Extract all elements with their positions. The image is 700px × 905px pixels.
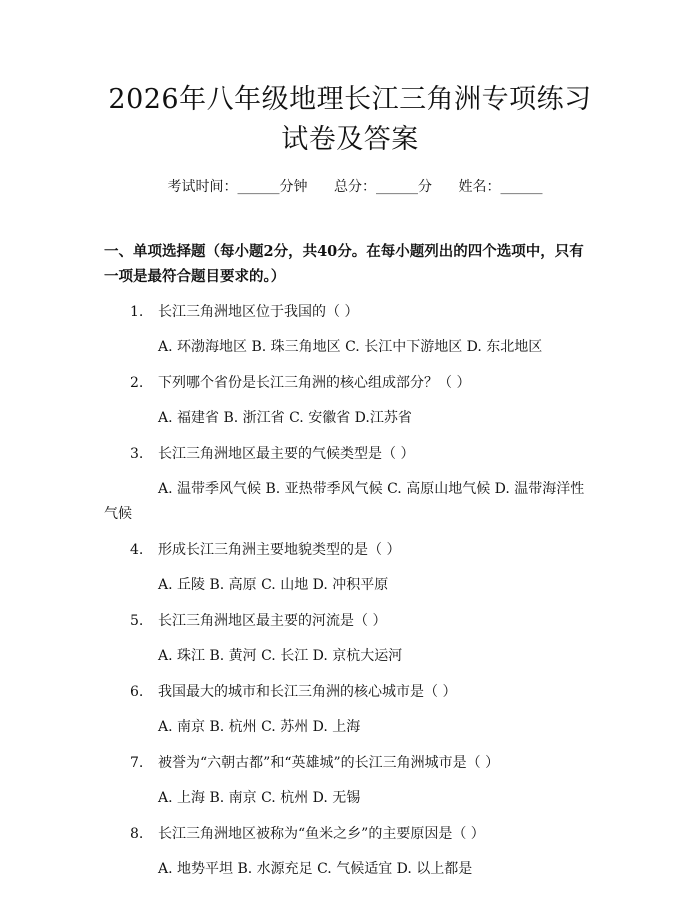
question-3 [104,444,596,527]
question-number: 5. [130,613,144,629]
question-stem [104,682,596,703]
question-stem [104,444,596,465]
question-stem [104,753,596,774]
question-options: A. 南京 B. 杭州 C. 苏州 D. 上海 [158,719,361,735]
question-text: 形成长江三角洲主要地貌类型的是（ ） [158,542,401,558]
question-options: A. 丘陵 B. 高原 C. 山地 D. 冲积平原 [158,577,389,593]
question-options: A. 珠江 B. 黄河 C. 长江 D. 京杭大运河 [158,648,403,664]
question-2 [104,373,596,431]
question-text: 长江三角洲地区位于我国的（ ） [158,304,359,320]
question-stem [104,373,596,394]
question-text: 长江三角洲地区最主要的气候类型是（ ） [158,446,415,462]
question-7 [104,753,596,811]
student-name-field: 姓名：______ [458,179,543,195]
question-text: 被誉为“六朝古都”和“英雄城”的长江三角洲城市是（ ） [158,755,500,771]
question-number: 4. [130,542,144,558]
question-number: 1. [130,304,144,320]
question-number: 6. [130,684,144,700]
question-text: 长江三角洲地区被称为“鱼米之乡”的主要原因是（ ） [158,826,485,842]
question-options: A. 温带季风气候 B. 亚热带季风气候 C. 高原山地气候 D. 温带海洋性气候 [104,481,585,522]
question-stem [104,302,596,323]
question-list [104,302,596,882]
question-options: A. 地势平坦 B. 水源充足 C. 气候适宜 D. 以上都是 [158,861,473,877]
question-stem [104,824,596,845]
question-text: 下列哪个省份是长江三角洲的核心组成部分？（ ） [158,375,471,391]
question-text: 我国最大的城市和长江三角洲的核心城市是（ ） [158,684,457,700]
question-options: A. 环渤海地区 B. 珠三角地区 C. 长江中下游地区 D. 东北地区 [158,339,543,355]
question-options: A. 福建省 B. 浙江省 C. 安徽省 D.江苏省 [158,410,412,426]
question-1 [104,302,596,360]
question-text: 长江三角洲地区最主要的河流是（ ） [158,613,387,629]
question-number: 7. [130,755,144,771]
section-heading: 一、单项选择题（每小题2分，共40分。在每小题列出的四个选项中，只有一项是最符合题目要求的。） [104,243,584,285]
total-score-field: 总分：______分 [334,179,432,195]
exam-time-field: 考试时间：______分钟 [167,179,308,195]
question-options: A. 上海 B. 南京 C. 杭州 D. 无锡 [158,790,361,806]
exam-info-line [104,177,596,197]
question-6 [104,682,596,740]
question-5 [104,611,596,669]
question-number: 8. [130,826,144,842]
question-number: 2. [130,375,144,391]
question-stem [104,540,596,561]
question-4 [104,540,596,598]
document-title: 2026年八年级地理长江三角洲专项练习试卷及答案 [108,84,592,155]
question-number: 3. [130,446,144,462]
question-8 [104,824,596,882]
question-stem [104,611,596,632]
